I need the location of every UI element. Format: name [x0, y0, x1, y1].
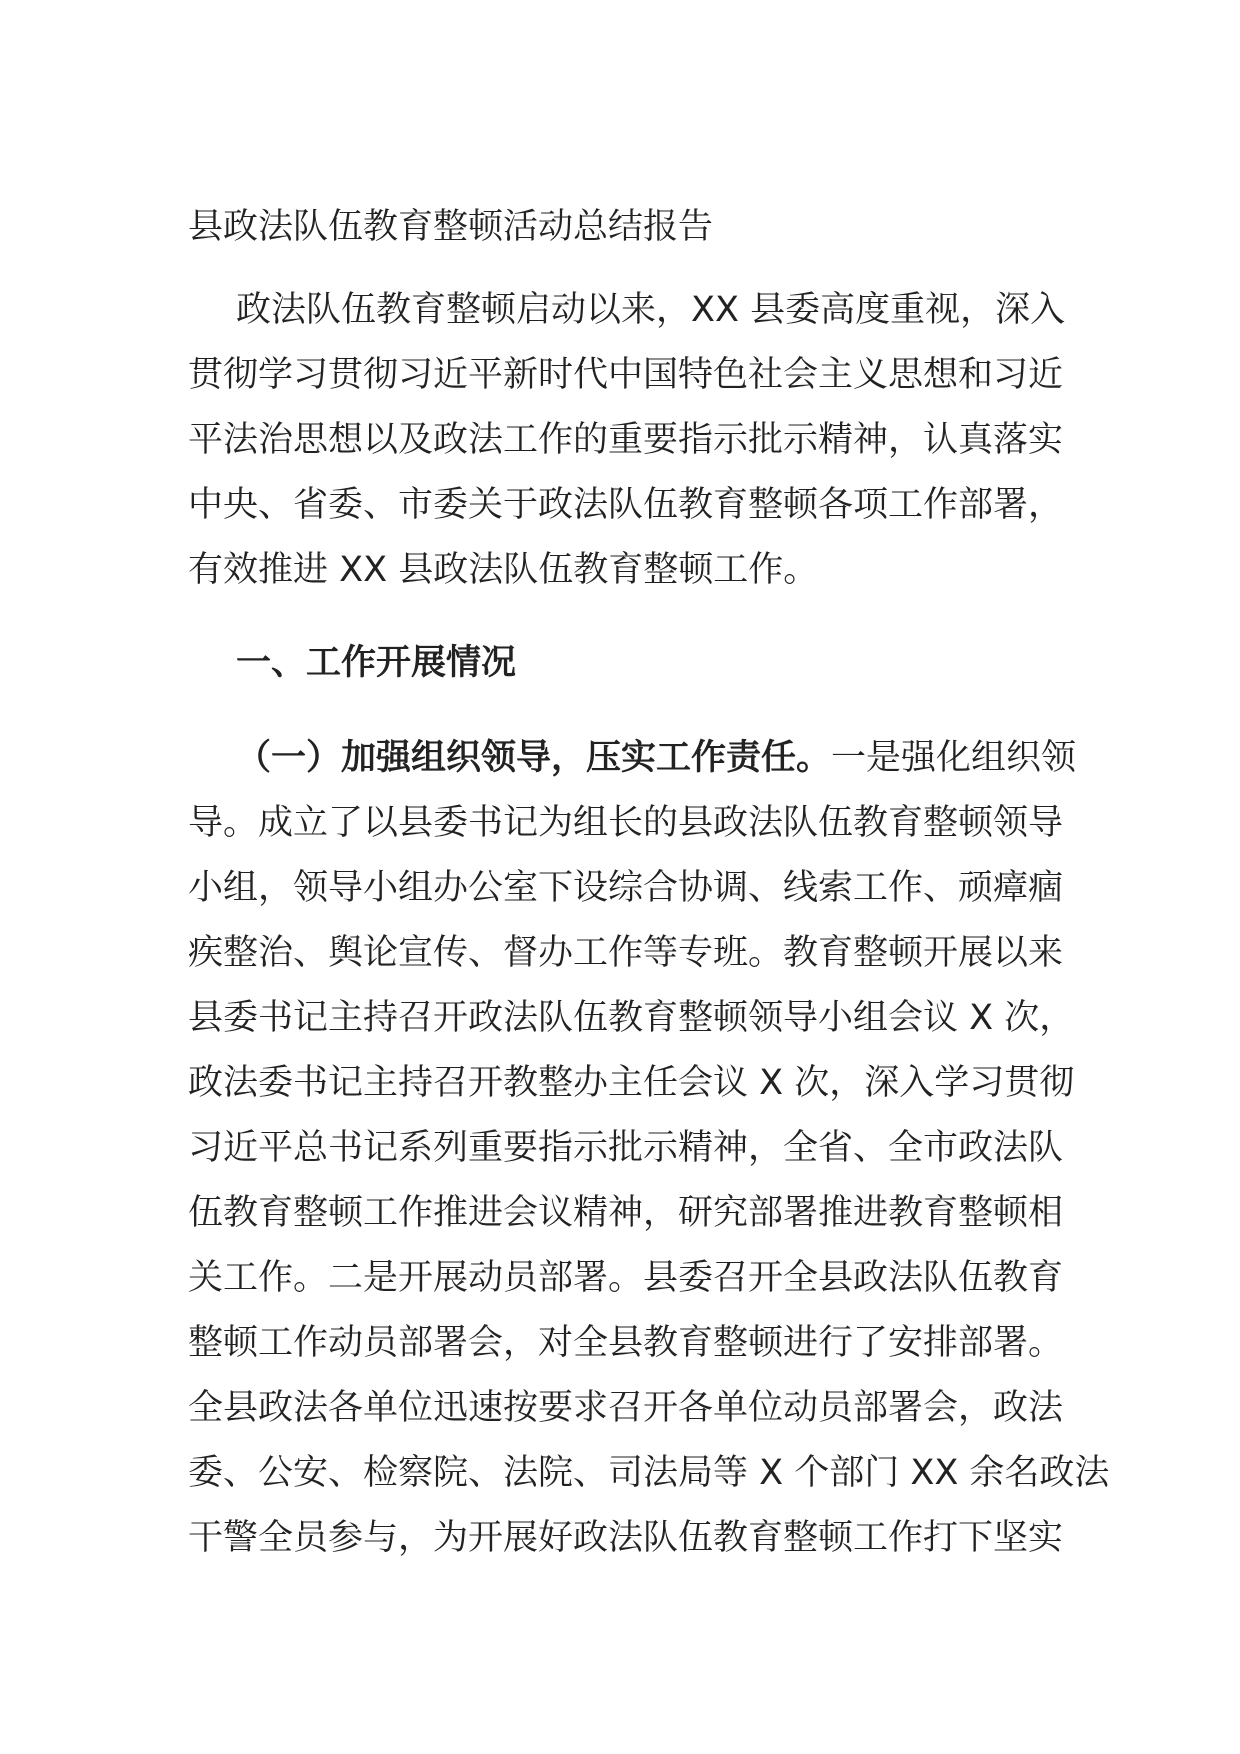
body-line: 关工作。二是开展动员部署。县委召开全县政法队伍教育 [188, 1258, 1064, 1298]
subsection-paragraph [188, 726, 1110, 1571]
body-line: 疾整治、舆论宣传、督办工作等专班。教育整顿开展以来 [188, 933, 1064, 973]
section-heading: 一、工作开展情况 [236, 643, 517, 683]
intro-line: 中央、省委、市委关于政法队伍教育整顿各项工作部署， [188, 485, 1064, 525]
body-line: 县委书记主持召开政法队伍教育整顿领导小组会议 X 次， [188, 998, 1075, 1038]
body-line: 习近平总书记系列重要指示批示精神，全省、全市政法队 [188, 1128, 1064, 1168]
intro-line: 有效推进 XX 县政法队伍教育整顿工作。 [188, 550, 819, 590]
body-line: 干警全员参与，为开展好政法队伍教育整顿工作打下坚实 [188, 1518, 1064, 1558]
intro-line: 政法队伍教育整顿启动以来，XX 县委高度重视，深入 [236, 290, 1066, 330]
body-line: 委、公安、检察院、法院、司法局等 X 个部门 XX 余名政法 [188, 1453, 1110, 1493]
body-line: 全县政法各单位迅速按要求召开各单位动员部署会，政法 [188, 1388, 1064, 1428]
body-line: 政法委书记主持召开教整办主任会议 X 次，深入学习贯彻 [188, 1063, 1075, 1103]
subsection-first-line [188, 726, 1077, 791]
subsection-first-line-text: 一是强化组织领 [831, 738, 1077, 778]
body-line: 导。成立了以县委书记为组长的县政法队伍教育整顿领导 [188, 803, 1064, 843]
body-line: 小组，领导小组办公室下设综合协调、线索工作、顽瘴痼 [188, 868, 1064, 908]
intro-line: 贯彻学习贯彻习近平新时代中国特色社会主义思想和习近 [188, 355, 1064, 395]
body-line: 整顿工作动员部署会，对全县教育整顿进行了安排部署。 [188, 1323, 1064, 1363]
intro-line: 平法治思想以及政法工作的重要指示批示精神，认真落实 [188, 420, 1064, 460]
subsection-heading: （一）加强组织领导，压实工作责任。 [236, 738, 832, 778]
document-title: 县政法队伍教育整顿活动总结报告 [188, 207, 714, 247]
intro-paragraph [188, 278, 1066, 603]
body-line: 伍教育整顿工作推进会议精神，研究部署推进教育整顿相 [188, 1193, 1064, 1233]
